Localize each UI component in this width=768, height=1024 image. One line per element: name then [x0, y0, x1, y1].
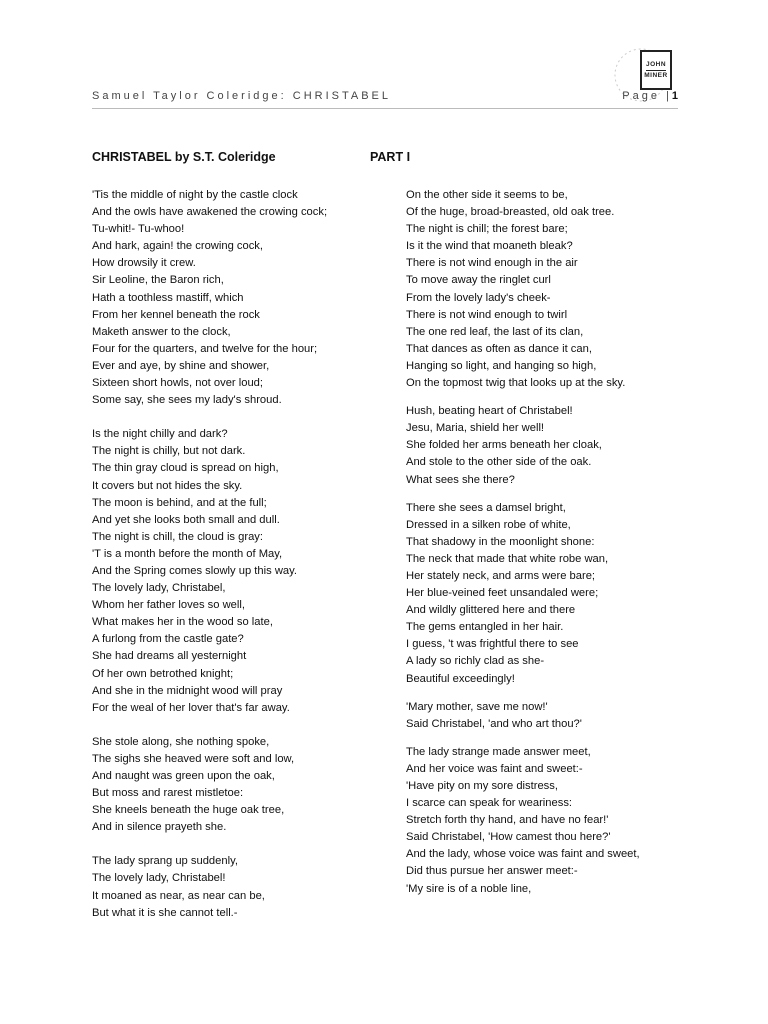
stanza — [406, 744, 706, 898]
logo-line-1: JOHN — [645, 60, 667, 68]
poem-line: And she in the midnight wood will pray — [92, 684, 283, 697]
poem-line: And hark, again! the crowing cock, — [92, 240, 264, 253]
poem-line: Said Christabel, 'How camest thou here?' — [406, 831, 611, 844]
poem-line: And the owls have awakened the crowing cock; — [92, 206, 328, 219]
poem-line: And naught was green upon the oak, — [92, 770, 275, 782]
poem-line: Tu-whit!- Tu-whoo! — [92, 223, 185, 236]
poem-line: Of the huge, broad-breasted, old oak tree. — [406, 206, 615, 219]
poem-line: Some say, she sees my lady's shroud. — [92, 394, 282, 407]
page-header — [92, 90, 678, 108]
poem-line: It covers but not hides the sky. — [92, 479, 243, 492]
stanza — [406, 403, 706, 488]
poem-line: The night is chill; the forest bare; — [406, 223, 568, 236]
poem-line: Beautiful exceedingly! — [406, 672, 515, 685]
poem-line: Her blue-veined feet unsandaled were; — [406, 587, 599, 600]
poem-line: How drowsily it crew. — [92, 257, 196, 270]
header-author-title: Samuel Taylor Coleridge: CHRISTABEL — [92, 90, 392, 102]
poem-line: Her stately neck, and arms were bare; — [406, 569, 596, 582]
poem-line: A lady so richly clad as she- — [406, 655, 545, 668]
poem-line: From the lovely lady's cheek- — [406, 291, 551, 304]
poem-line: Whom her father loves so well, — [92, 599, 245, 612]
poem-line: I guess, 't was frightful there to see — [406, 638, 579, 651]
poem-line: Sir Leoline, the Baron rich, — [92, 274, 224, 287]
poem-line: That dances as often as dance it can, — [406, 342, 592, 355]
poem-line: 'Mary mother, save me now!' — [406, 700, 548, 713]
poem-line: The lady sprang up suddenly, — [92, 855, 238, 868]
poem-column-right — [406, 187, 706, 909]
poem-line: And her voice was faint and sweet:- — [406, 762, 583, 775]
poem-line: The sighs she heaved were soft and low, — [92, 752, 295, 765]
poem-line: And the lady, whose voice was faint and sweet, — [406, 848, 640, 861]
poem-line: The moon is behind, and at the full; — [92, 496, 267, 509]
poem-line: There is not wind enough in the air — [406, 257, 578, 270]
poem-line: And in silence prayeth she. — [92, 821, 227, 834]
poem-line: And wildly glittered here and there — [406, 604, 576, 617]
poem-line: Sixteen short howls, not over loud; — [92, 377, 264, 390]
poem-line: Hath a toothless mastiff, which — [92, 291, 244, 304]
poem-line: The thin gray cloud is spread on high, — [92, 462, 279, 475]
poem-line: Ever and aye, by shine and shower, — [92, 359, 270, 372]
poem-line: Jesu, Maria, shield her well! — [406, 422, 545, 435]
poem-line: She folded her arms beneath her cloak, — [406, 439, 602, 452]
poem-line: Maketh answer to the clock, — [92, 325, 231, 338]
poem-line: Is the night chilly and dark? — [92, 428, 228, 441]
stanza — [406, 699, 706, 733]
poem-line: But what it is she cannot tell.- — [92, 906, 238, 919]
poem-line: On the other side it seems to be, — [406, 189, 568, 201]
poem-line: A furlong from the castle gate? — [92, 633, 244, 646]
document-title: CHRISTABEL by S.T. Coleridge — [92, 150, 276, 164]
header-page-label: Page | — [622, 90, 672, 102]
poem-line: She stole along, she nothing spoke, — [92, 735, 270, 748]
poem-line: She had dreams all yesternight — [92, 650, 247, 663]
poem-line: The lovely lady, Christabel! — [92, 872, 226, 885]
poem-line: Is it the wind that moaneth bleak? — [406, 240, 573, 253]
poem-line: Four for the quarters, and twelve for the hour; — [92, 342, 318, 355]
poem-line: That shadowy in the moonlight shone: — [406, 535, 595, 548]
poem-line: But moss and rarest mistletoe: — [92, 787, 244, 800]
poem-line: To move away the ringlet curl — [406, 274, 551, 287]
poem-line: The neck that made that white robe wan, — [406, 552, 609, 565]
stanza — [92, 426, 382, 717]
publisher-logo — [612, 46, 672, 92]
poem-line: From her kennel beneath the rock — [92, 308, 260, 321]
logo-box — [640, 50, 672, 90]
poem-line: 'My sire is of a noble line, — [406, 882, 532, 895]
poem-line: For the weal of her lover that's far away. — [92, 701, 290, 714]
logo-line-2: MINER — [644, 71, 668, 79]
poem-line: Said Christabel, 'and who art thou?' — [406, 717, 582, 730]
poem-line: What makes her in the wood so late, — [92, 616, 273, 629]
poem-line: The gems entangled in her hair. — [406, 621, 564, 634]
stanza — [92, 187, 382, 409]
header-divider — [92, 108, 678, 109]
poem-line: What sees she there? — [406, 473, 515, 486]
poem-line: The night is chill, the cloud is gray: — [92, 530, 264, 543]
poem-line: The lady strange made answer meet, — [406, 745, 591, 758]
poem-line: 'Have pity on my sore distress, — [406, 780, 558, 792]
poem-line: And stole to the other side of the oak. — [406, 456, 592, 469]
poem-column-left — [92, 187, 382, 939]
poem-line: And the Spring comes slowly up this way. — [92, 564, 297, 577]
poem-line: The lovely lady, Christabel, — [92, 582, 226, 595]
poem-line: Stretch forth thy hand, and have no fear!' — [406, 814, 609, 827]
poem-line: Did thus pursue her answer meet:- — [406, 865, 578, 878]
part-heading: PART I — [370, 150, 411, 164]
poem-line: There she sees a damsel bright, — [406, 501, 566, 514]
stanza — [406, 187, 706, 392]
poem-line: Hanging so light, and hanging so high, — [406, 359, 597, 372]
poem-line: There is not wind enough to twirl — [406, 308, 568, 321]
poem-line: Of her own betrothed knight; — [92, 667, 234, 680]
header-page-number: 1 — [671, 90, 678, 102]
stanza — [92, 853, 382, 921]
poem-line: She kneels beneath the huge oak tree, — [92, 804, 285, 817]
poem-line: 'T is a month before the month of May, — [92, 547, 283, 560]
poem-line: The one red leaf, the last of its clan, — [406, 325, 584, 338]
stanza — [406, 500, 706, 688]
poem-line: On the topmost twig that looks up at the sky. — [406, 377, 626, 390]
poem-line: And yet she looks both small and dull. — [92, 513, 280, 526]
poem-line: I scarce can speak for weariness: — [406, 797, 573, 810]
poem-line: Hush, beating heart of Christabel! — [406, 405, 573, 418]
stanza — [92, 734, 382, 837]
poem-line: 'Tis the middle of night by the castle clock — [92, 189, 298, 201]
poem-line: The night is chilly, but not dark. — [92, 445, 246, 458]
poem-line: Dressed in a silken robe of white, — [406, 518, 571, 531]
poem-line: It moaned as near, as near can be, — [92, 889, 265, 902]
header-page-indicator — [622, 90, 678, 102]
